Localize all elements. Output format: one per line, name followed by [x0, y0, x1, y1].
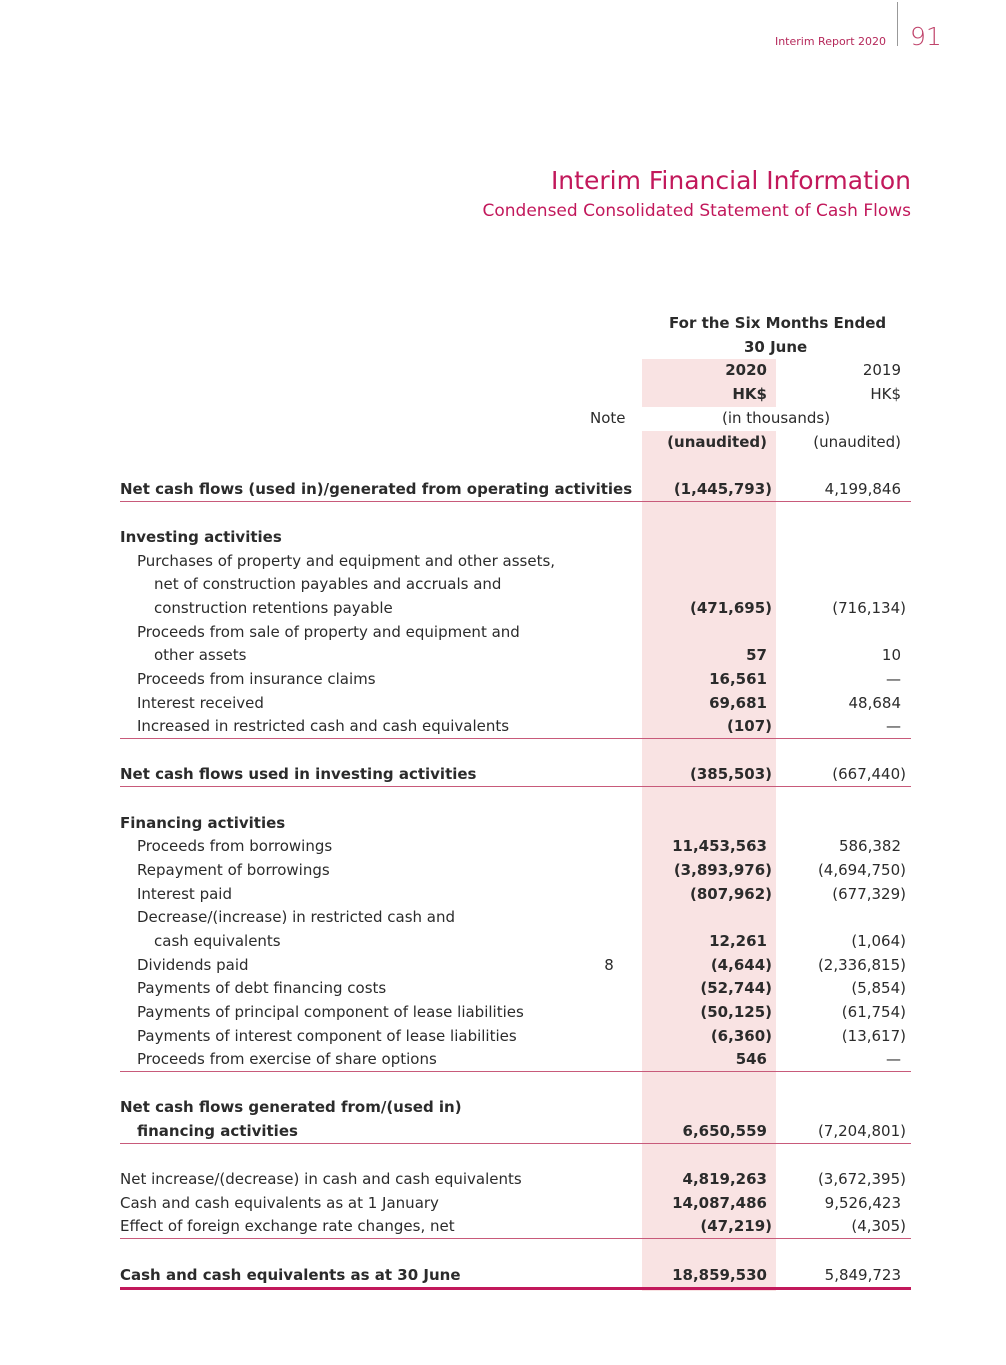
- row-label: Cash and cash equivalents as at 1 January: [120, 1194, 439, 1212]
- row-label: Dividends paid: [137, 956, 249, 974]
- value-2020: (385,503): [689, 765, 772, 783]
- value-2020: (471,695): [689, 599, 772, 617]
- row-label: Payments of interest component of lease liabilities: [137, 1027, 517, 1045]
- statement-row: [120, 644, 911, 667]
- value-2020: (6,360): [710, 1027, 772, 1045]
- statement-row: [120, 1264, 911, 1287]
- statement-row: [120, 883, 911, 906]
- note-heading: Note: [590, 409, 626, 427]
- statement-row: [120, 835, 911, 858]
- statement-row: [120, 668, 911, 691]
- value-2020: (4,644): [710, 956, 772, 974]
- value-2020: (52,744): [700, 979, 772, 997]
- value-2019: (677,329): [832, 885, 906, 903]
- row-label: Net cash flows generated from/(used in): [120, 1098, 462, 1116]
- value-2019: —: [886, 717, 901, 735]
- value-2019: (7,204,801): [817, 1122, 906, 1140]
- value-2020: 57: [746, 646, 767, 664]
- value-2020: (3,893,976): [673, 861, 772, 879]
- statement-row: [120, 1025, 911, 1048]
- value-2020: 4,819,263: [682, 1170, 767, 1188]
- subtotal-rule: [120, 1238, 911, 1239]
- row-label: Proceeds from borrowings: [137, 837, 333, 855]
- subtotal-rule: [120, 738, 911, 739]
- value-2019: (667,440): [832, 765, 906, 783]
- value-2020: (47,219): [700, 1217, 772, 1235]
- statement-row: [120, 1215, 911, 1238]
- row-label: Proceeds from sale of property and equipment and: [137, 623, 520, 641]
- row-label: Interest received: [137, 694, 264, 712]
- total-double-rule: [120, 1287, 911, 1290]
- row-label: Financing activities: [120, 814, 286, 832]
- value-2020: (107): [726, 717, 772, 735]
- row-label: Proceeds from insurance claims: [137, 670, 376, 688]
- statement-row: [120, 906, 911, 929]
- report-name: Interim Report 2020: [774, 35, 886, 48]
- value-2020: 14,087,486: [672, 1194, 767, 1212]
- value-2019: (61,754): [841, 1003, 906, 1021]
- header-divider: [897, 2, 898, 46]
- value-2019: 586,382: [838, 837, 901, 855]
- statement-row: [120, 621, 911, 644]
- row-label: Interest paid: [137, 885, 232, 903]
- statement-row: [120, 812, 911, 835]
- statement-row: [120, 1192, 911, 1215]
- page-subtitle: Condensed Consolidated Statement of Cash Flows: [482, 201, 911, 221]
- statement-row: [120, 859, 911, 882]
- unit-label: (in thousands): [722, 409, 831, 427]
- value-2019: (13,617): [841, 1027, 906, 1045]
- row-label: construction retentions payable: [154, 599, 393, 617]
- value-2020: (807,962): [689, 885, 772, 903]
- value-2020: 18,859,530: [672, 1266, 767, 1284]
- value-2019: (1,064): [851, 932, 906, 950]
- row-label: Payments of principal component of lease liabilities: [137, 1003, 524, 1021]
- value-2020: (1,445,793): [673, 480, 772, 498]
- statement-row: [120, 954, 911, 977]
- value-2019: 5,849,723: [824, 1266, 901, 1284]
- value-2019: 4,199,846: [824, 480, 901, 498]
- row-label: financing activities: [137, 1122, 298, 1140]
- value-2019: (716,134): [832, 599, 906, 617]
- statement-row: [120, 478, 911, 501]
- statement-row: [120, 1048, 911, 1071]
- value-2020: 6,650,559: [682, 1122, 767, 1140]
- value-2019: (4,694,750): [817, 861, 906, 879]
- row-label: cash equivalents: [154, 932, 281, 950]
- value-2019: (2,336,815): [817, 956, 906, 974]
- currency-2019: HK$: [870, 385, 901, 403]
- value-2020: 546: [735, 1050, 767, 1068]
- value-2019: 10: [881, 646, 901, 664]
- period-date: 30 June: [744, 338, 808, 356]
- statement-row: [120, 763, 911, 786]
- subtotal-rule: [120, 786, 911, 787]
- row-label: Investing activities: [120, 528, 282, 546]
- value-2020: 12,261: [709, 932, 767, 950]
- value-2019: 9,526,423: [824, 1194, 901, 1212]
- statement-row: [120, 1120, 911, 1143]
- row-label: Net increase/(decrease) in cash and cash equivalents: [120, 1170, 522, 1188]
- statement-row: [120, 715, 911, 738]
- statement-row: [120, 1001, 911, 1024]
- subtotal-rule: [120, 1071, 911, 1072]
- row-label: Net cash flows used in investing activities: [120, 765, 477, 783]
- page-title: Interim Financial Information: [550, 166, 911, 195]
- statement-row: [120, 977, 911, 1000]
- row-note: 8: [604, 956, 614, 974]
- statement-row: [120, 692, 911, 715]
- currency-2020: HK$: [732, 385, 767, 403]
- subtotal-rule: [120, 1143, 911, 1144]
- value-2020: (50,125): [700, 1003, 772, 1021]
- statement-row: [120, 573, 911, 596]
- row-label: Payments of debt financing costs: [137, 979, 387, 997]
- value-2019: —: [886, 670, 901, 688]
- row-label: Decrease/(increase) in restricted cash and: [137, 908, 456, 926]
- statement-row: [120, 597, 911, 620]
- value-2020: 11,453,563: [672, 837, 767, 855]
- value-2019: 48,684: [848, 694, 901, 712]
- year-2019: 2019: [862, 361, 901, 379]
- subtotal-rule: [120, 501, 911, 502]
- row-label: Effect of foreign exchange rate changes, net: [120, 1217, 455, 1235]
- row-label: Purchases of property and equipment and other assets,: [137, 552, 556, 570]
- row-label: Proceeds from exercise of share options: [137, 1050, 437, 1068]
- audit-2020: (unaudited): [667, 433, 767, 451]
- row-label: Net cash flows (used in)/generated from operating activities: [120, 480, 633, 498]
- value-2019: (5,854): [851, 979, 906, 997]
- statement-row: [120, 1168, 911, 1191]
- statement-row: [120, 930, 911, 953]
- page-number: 91: [910, 22, 942, 51]
- value-2019: (3,672,395): [817, 1170, 906, 1188]
- value-2020: 16,561: [709, 670, 767, 688]
- row-label: Repayment of borrowings: [137, 861, 330, 879]
- statement-row: [120, 526, 911, 549]
- statement-row: [120, 1096, 911, 1119]
- row-label: other assets: [154, 646, 247, 664]
- period-heading: For the Six Months Ended: [669, 314, 887, 332]
- audit-2019: (unaudited): [813, 433, 901, 451]
- row-label: net of construction payables and accruals and: [154, 575, 502, 593]
- row-label: Cash and cash equivalents as at 30 June: [120, 1266, 461, 1284]
- row-label: Increased in restricted cash and cash equivalents: [137, 717, 510, 735]
- value-2019: —: [886, 1050, 901, 1068]
- value-2019: (4,305): [851, 1217, 906, 1235]
- value-2020: 69,681: [709, 694, 767, 712]
- statement-row: [120, 550, 911, 573]
- year-2020: 2020: [725, 361, 767, 379]
